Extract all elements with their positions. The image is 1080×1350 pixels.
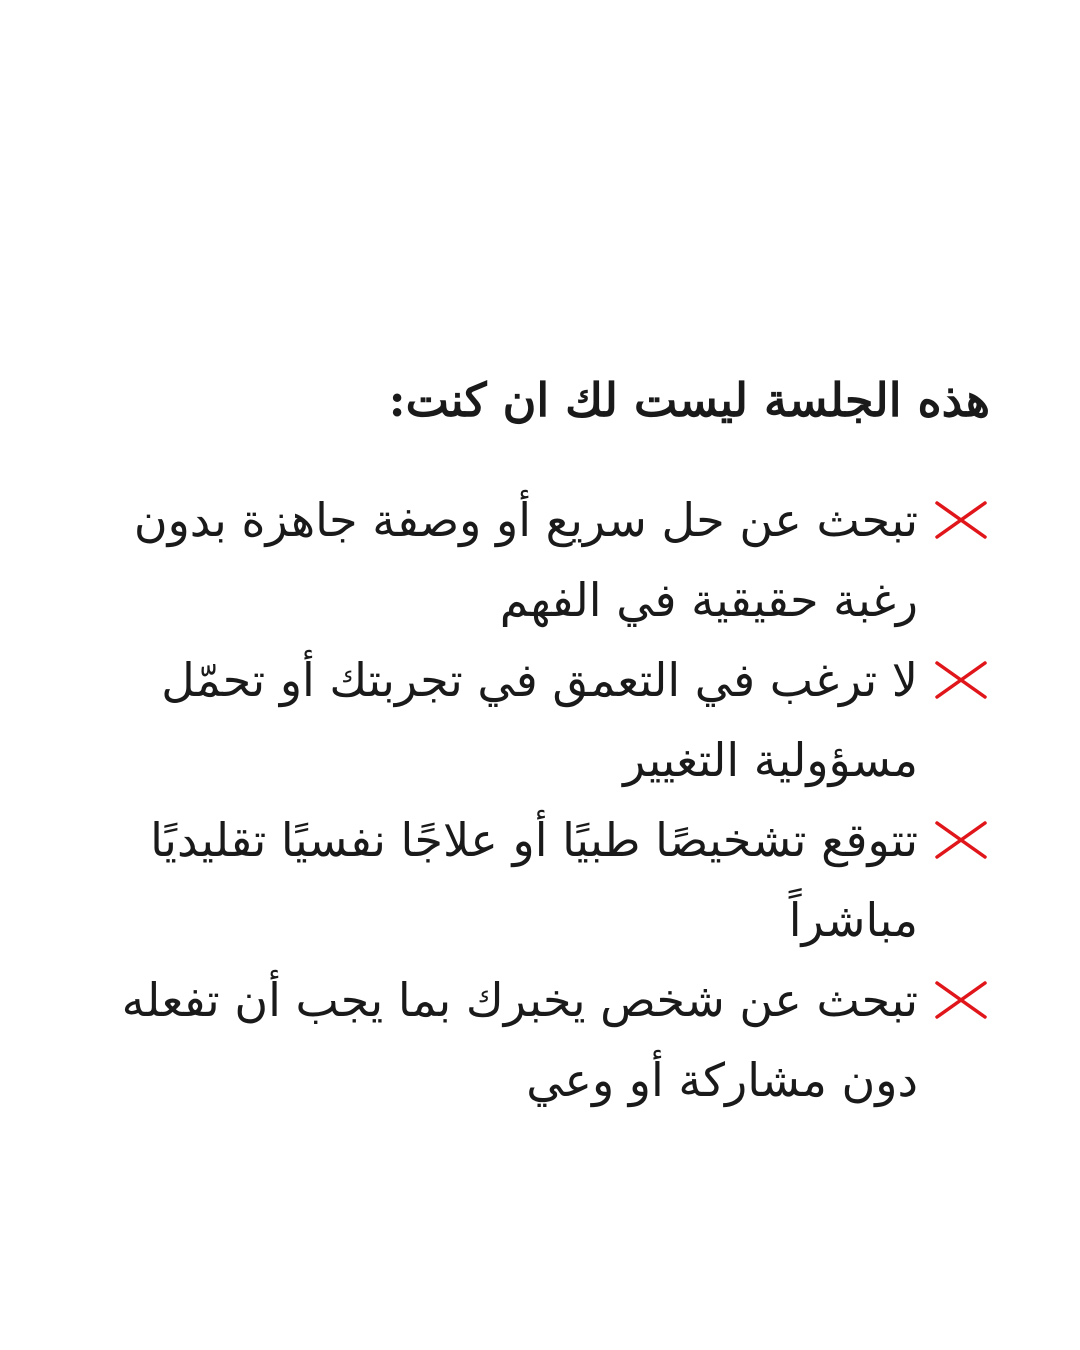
list-item-text: تبحث عن شخص يخبرك بما يجب أن تفعله دون مشاركة أو وعي (121, 973, 918, 1107)
content-area (90, 360, 990, 1120)
cross-icon (932, 640, 990, 720)
page-title: هذه الجلسة ليست لك ان كنت: (388, 373, 990, 427)
list-item (90, 800, 990, 960)
list-item-text: تبحث عن حل سريع أو وصفة جاهزة بدون رغبة حقيقية في الفهم (133, 493, 918, 627)
list-item (90, 960, 990, 1120)
criteria-list (90, 480, 990, 1120)
cross-icon (932, 480, 990, 560)
list-item-text: لا ترغب في التعمق في تجربتك أو تحمّل مسؤولية التغيير (161, 653, 918, 787)
list-item (90, 640, 990, 800)
list-item (90, 480, 990, 640)
cross-icon (932, 960, 990, 1040)
list-item-text: تتوقع تشخيصًا طبيًا أو علاجًا نفسيًا تقليديًا مباشراً (150, 813, 918, 947)
cross-icon (932, 800, 990, 880)
